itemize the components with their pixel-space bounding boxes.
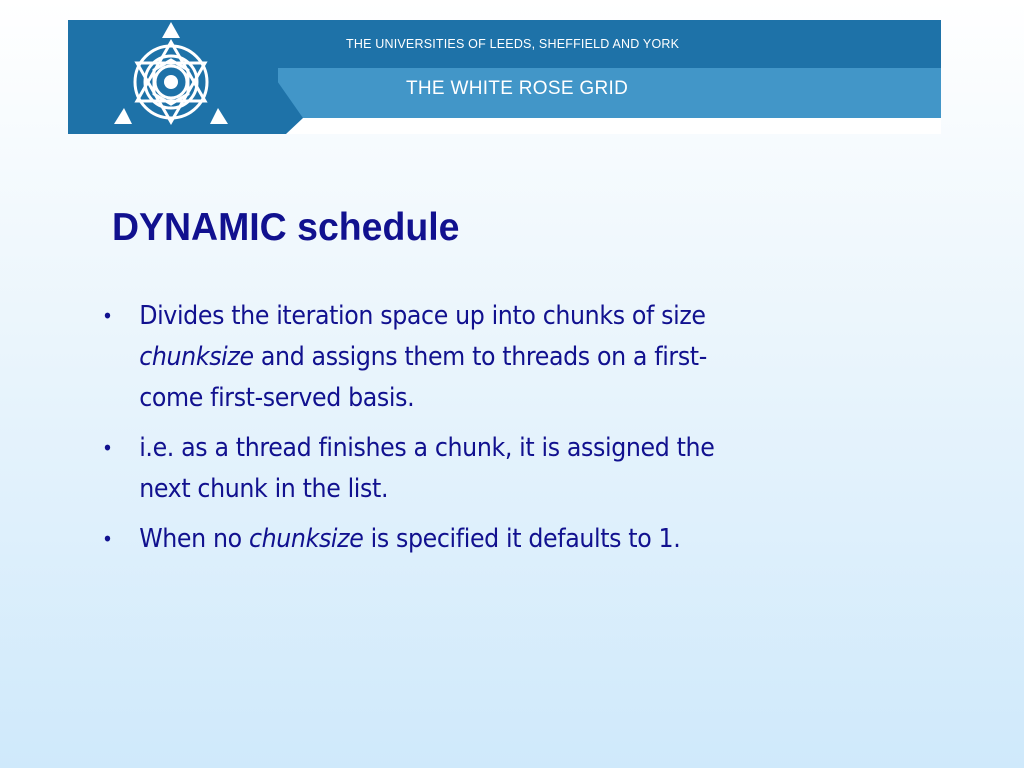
bullet-text: Divides the iteration space up into chunks of size <box>139 301 706 331</box>
bullet-line <box>139 378 846 419</box>
bullet-line <box>139 428 846 469</box>
bullet-marker: • <box>102 304 113 328</box>
bullet-text: next chunk in the list. <box>139 474 389 504</box>
bullet-line <box>139 519 846 560</box>
bullet-item <box>102 519 846 560</box>
banner-universities-text: THE UNIVERSITIES OF LEEDS, SHEFFIELD AND YORK <box>346 37 680 51</box>
bullet-marker: • <box>102 527 113 551</box>
slide-title: DYNAMIC schedule <box>112 206 460 249</box>
bullet-line <box>139 337 846 378</box>
bullet-text: is specified it defaults to 1. <box>363 524 681 554</box>
bullet-text: i.e. as a thread finishes a chunk, it is assigned the <box>139 433 715 463</box>
bullet-text: come first-served basis. <box>139 383 415 413</box>
chunksize-term: chunksize <box>139 342 254 372</box>
bullet-line <box>139 296 846 337</box>
bullet-text: and assigns them to threads on a first- <box>253 342 707 372</box>
white-rose-logo-icon <box>106 20 236 132</box>
bullet-marker: • <box>102 436 113 460</box>
bullet-item <box>102 428 846 510</box>
banner-grid-name: THE WHITE ROSE GRID <box>406 78 629 99</box>
chunksize-term: chunksize <box>248 524 364 554</box>
bullet-item <box>102 296 846 419</box>
bullet-list <box>102 296 902 569</box>
bullet-text: When no <box>139 524 249 554</box>
header-banner <box>68 20 941 134</box>
bullet-line <box>139 469 846 510</box>
